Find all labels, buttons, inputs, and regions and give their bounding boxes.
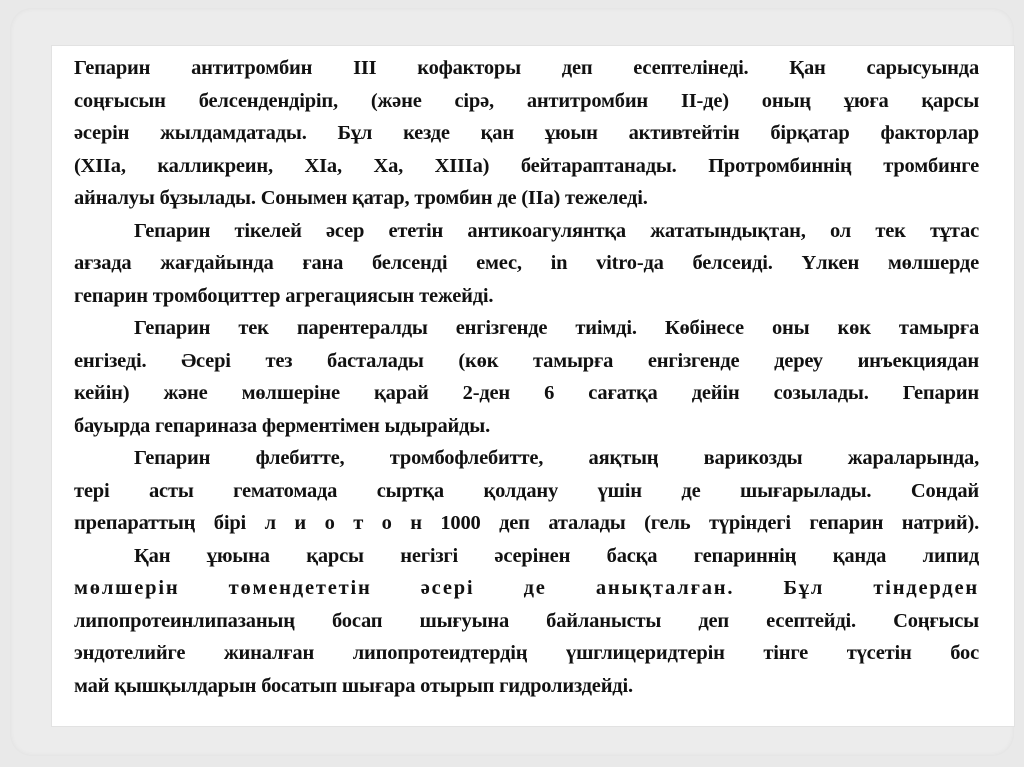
- text-line: гепарин тромбоциттер агрегациясын тежейді.: [74, 284, 494, 307]
- text-line: кейін) және мөлшеріне қарай 2-ден 6 сағатқа дейін созылады. Гепарин: [74, 382, 979, 404]
- document-text: [74, 52, 979, 702]
- text-line: мөлшерін төмендететін әсері де анықталған. Бұл тіндерден: [74, 577, 979, 599]
- text-line: Гепарин антитромбин III кофакторы деп есептелінеді. Қан сарысуында: [74, 57, 979, 79]
- slide-background: [10, 8, 1014, 756]
- text-line: әсерін жылдамдатады. Бұл кезде қан ұюын активтейтін бірқатар факторлар: [74, 122, 979, 144]
- text-line: липопротеинлипазаның босап шығуына байланысты деп есептейді. Соңғысы: [74, 609, 979, 632]
- text-line: Гепарин тікелей әсер ететін антикоагулянтқа жататындықтан, ол тек тұтас: [134, 219, 979, 242]
- text-line: препараттың бірі л и о т о н 1000 деп аталады (гель түріндегі гепарин натрий).: [74, 512, 979, 534]
- text-line: май қышқылдарын босатып шығара отырып гидролиздейді.: [74, 674, 633, 697]
- text-line: бауырда гепариназа ферментімен ыдырайды.: [74, 414, 491, 437]
- text-line: ағзада жағдайында ғана белсенді емес, in vitro-да белсеиді. Үлкен мөлшерде: [74, 252, 979, 274]
- text-line: енгізеді. Әсері тез басталады (көк тамырға енгізгенде дереу инъекциядан: [74, 349, 979, 372]
- text-line: Гепарин флебитте, тромбофлебитте, аяқтың варикозды жараларында,: [134, 447, 979, 469]
- text-line: эндотелийге жиналған липопротеидтердің үшглицеридтерін тінге түсетін бос: [74, 642, 979, 664]
- text-line: Қан ұюына қарсы негізгі әсерінен басқа гепариннің қанда липид: [134, 544, 979, 567]
- text-line: (XIIa, калликреин, XIa, Xa, XIIIa) бейтараптанады. Протромбиннің тромбинге: [74, 154, 979, 177]
- scanned-page: [52, 46, 1014, 726]
- text-line: тері асты гематомада сыртқа қолдану үшін де шығарылады. Сондай: [74, 479, 979, 502]
- text-line: айналуы бұзылады. Сонымен қатар, тромбин де (IIa) тежеледі.: [74, 187, 648, 209]
- text-line: Гепарин тек парентералды енгізгенде тиімді. Көбінесе оны көк тамырға: [134, 317, 979, 339]
- text-line: соңғысын белсендендіріп, (және сірә, антитромбин II-де) оның ұюға қарсы: [74, 89, 979, 112]
